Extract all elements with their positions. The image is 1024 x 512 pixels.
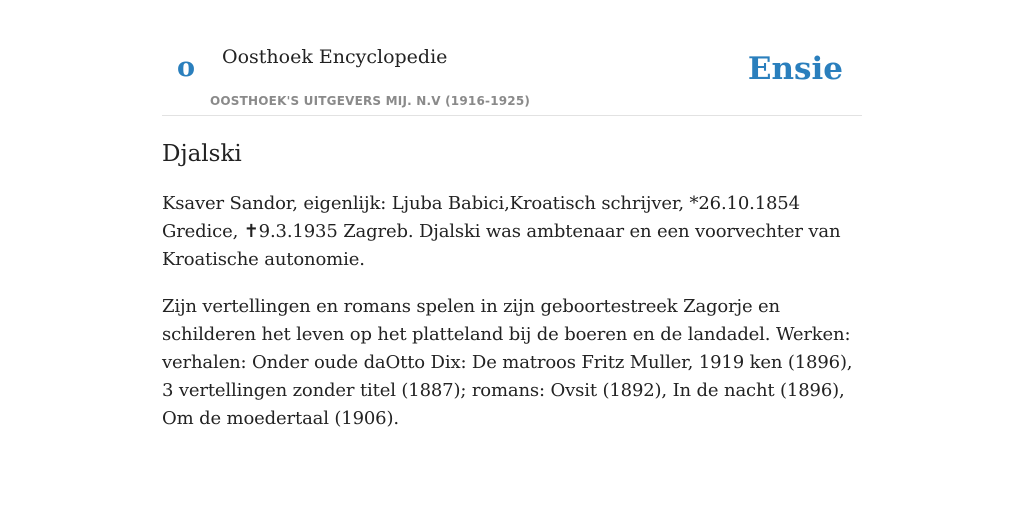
article-paragraph-2: Zijn vertellingen en romans spelen in zijn geboortestreek Zagorje en schilderen het leven op het platteland bij de boeren en de landadel. Werken: verhalen: Onder oude daOtto Dix: De matroos Fritz Muller, 1919 ken (1896), 3 vertellingen zonder titel (1887); romans: Ovsit (1892), In de nacht (1896), Om de moedertaal (1906). bbox=[162, 296, 853, 429]
encyclopedia-header bbox=[162, 40, 862, 116]
ensie-brand-link[interactable]: Ensie bbox=[747, 51, 843, 87]
article-paragraph-1: Ksaver Sandor, eigenlijk: Ljuba Babici,Kroatisch schrijver, *26.10.1854 Gredice, ✝9.3.1935 Zagreb. Djalski was ambtenaar en een voorvechter van Kroatische autonomie. bbox=[162, 193, 841, 270]
encyclopedia-logo[interactable]: o bbox=[177, 52, 196, 83]
article-content bbox=[162, 138, 862, 433]
article-title: Djalski bbox=[162, 141, 242, 167]
publisher-label: OOSTHOEK'S UITGEVERS MIJ. N.V (1916-1925) bbox=[210, 94, 531, 108]
encyclopedia-title-link[interactable]: Oosthoek Encyclopedie bbox=[222, 46, 448, 68]
